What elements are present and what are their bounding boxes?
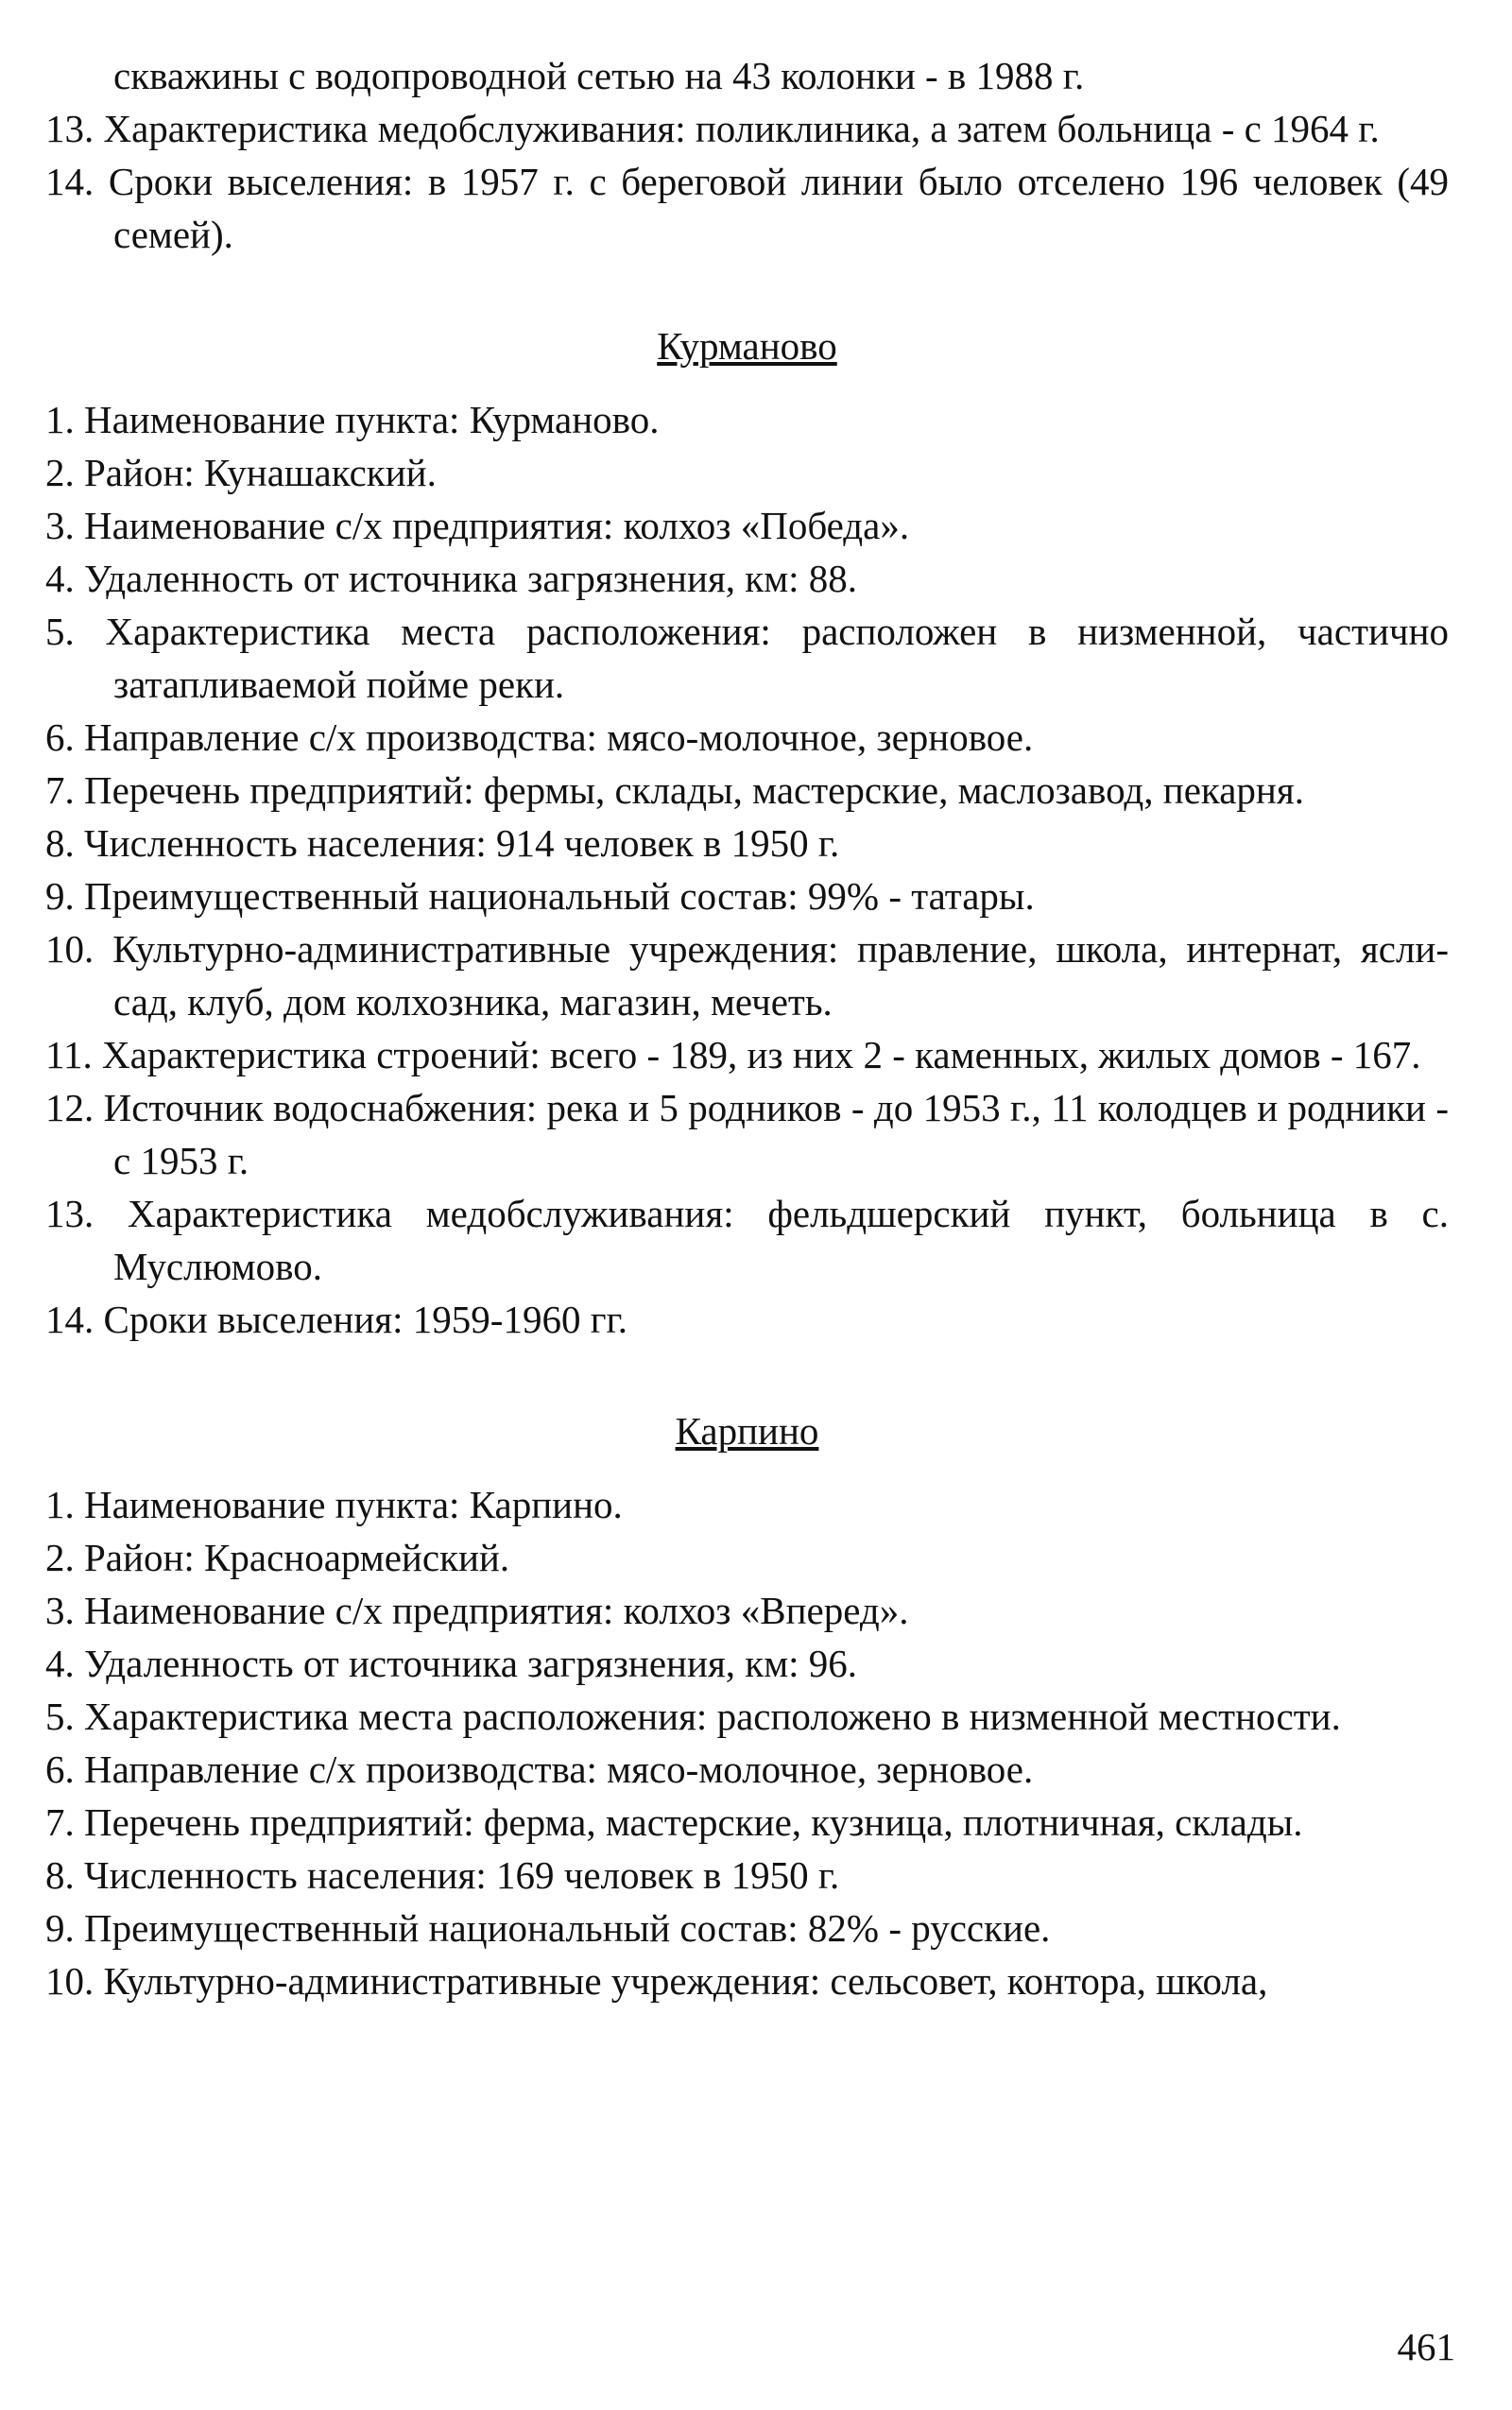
list-item: 11. Характеристика строений: всего - 189, из них 2 - каменных, жилых домов - 167. <box>45 1033 1421 1076</box>
list-item: 14. Сроки выселения: 1959-1960 гг. <box>45 1298 627 1341</box>
list-item: 2. Район: Кунашакский. <box>45 451 437 494</box>
section-title-kurmanovo: Курманово <box>657 324 837 368</box>
list-item: 9. Преимущественный национальный состав: 82% - русские. <box>45 1906 1051 1950</box>
list-item: 1. Наименование пункта: Карпино. <box>45 1483 623 1526</box>
list-item: 10. Культурно-административные учреждения: сельсовет, контора, школа, <box>45 1959 1268 2003</box>
list-item: 7. Перечень предприятий: фермы, склады, мастерские, маслозавод, пекарня. <box>45 768 1304 812</box>
list-item: 12. Источник водоснабжения: река и 5 родников - до 1953 г., 11 колодцев и родники - с 1953 г. <box>45 1086 1449 1182</box>
list-item: 13. Характеристика медобслуживания: поликлиника, а затем больница - с 1964 г. <box>45 107 1380 150</box>
list-item: 8. Численность населения: 169 человек в 1950 г. <box>45 1853 840 1897</box>
list-item: 5. Характеристика места расположения: расположено в низменной местности. <box>45 1695 1341 1738</box>
document-page <box>45 49 1449 2007</box>
page-number: 461 <box>1397 2325 1455 2368</box>
list-item: 14. Сроки выселения: в 1957 г. с береговой линии было отселено 196 человек (49 семей). <box>45 160 1449 256</box>
list-item: 13. Характеристика медобслуживания: фельдшерский пункт, больница в с. Муслюмово. <box>45 1192 1449 1288</box>
list-item: 3. Наименование с/х предприятия: колхоз «Победа». <box>45 504 910 547</box>
list-item: 6. Направление с/х производства: мясо-молочное, зерновое. <box>45 715 1034 759</box>
continuation-line: скважины с водопроводной сетью на 43 колонки - в 1988 г. <box>113 54 1085 97</box>
list-item: 10. Культурно-административные учреждения: правление, школа, интернат, ясли-сад, клуб, дом колхозника, магазин, мечеть. <box>45 927 1449 1024</box>
section-title-karpino: Карпино <box>675 1409 819 1453</box>
list-item: 3. Наименование с/х предприятия: колхоз «Вперед». <box>45 1589 909 1632</box>
list-item: 1. Наименование пункта: Курманово. <box>45 398 660 441</box>
list-item: 2. Район: Красноармейский. <box>45 1536 510 1579</box>
list-item: 8. Численность населения: 914 человек в 1950 г. <box>45 821 840 865</box>
list-item: 4. Удаленность от источника загрязнения, км: 88. <box>45 557 858 600</box>
list-item: 7. Перечень предприятий: ферма, мастерские, кузница, плотничная, склады. <box>45 1800 1303 1844</box>
list-item: 4. Удаленность от источника загрязнения, км: 96. <box>45 1642 858 1685</box>
list-item: 9. Преимущественный национальный состав: 99% - татары. <box>45 874 1035 918</box>
list-item: 5. Характеристика места расположения: расположен в низменной, частично затапливаемой пойме реки. <box>45 610 1449 706</box>
list-item: 6. Направление с/х производства: мясо-молочное, зерновое. <box>45 1747 1034 1791</box>
